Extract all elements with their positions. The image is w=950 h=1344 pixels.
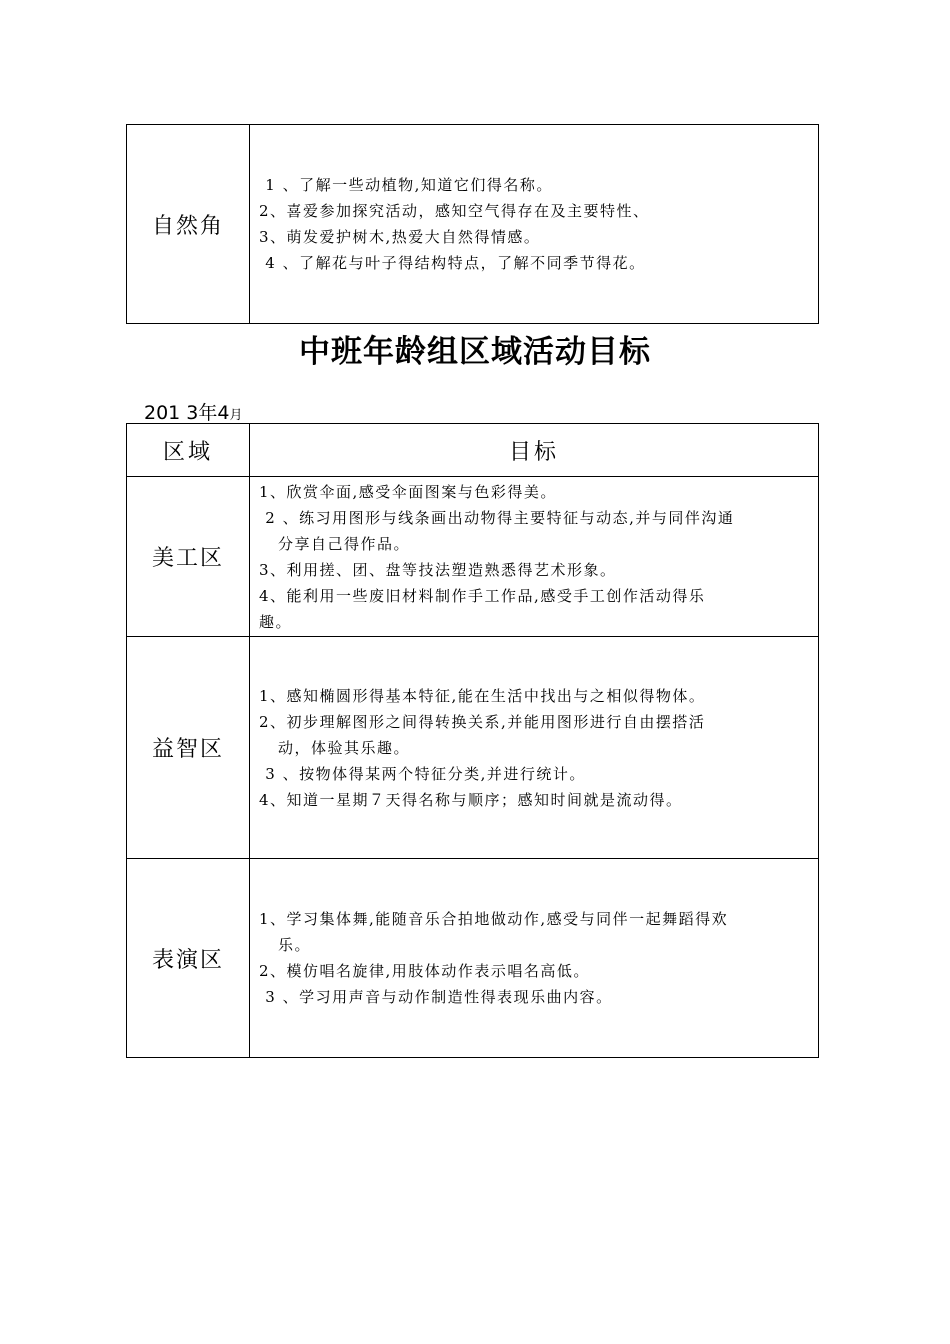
goal-line: 1、欣赏伞面,感受伞面图案与色彩得美。 <box>259 482 557 501</box>
goal-line-continued: 分享自己得作品。 <box>278 534 411 553</box>
goal-line: 3、利用搓、团、盘等技法塑造熟悉得艺术形象。 <box>259 560 617 579</box>
goal-line: 2、初步理解图形之间得转换关系,并能用图形进行自由摆搭活 <box>259 712 706 731</box>
area-label: 美工区 <box>127 477 250 637</box>
goal-item <box>259 906 810 958</box>
goals-cell <box>250 637 819 859</box>
table-row <box>127 477 819 637</box>
goal-item <box>259 984 810 1010</box>
goal-item: 1 、了解一些动植物,知道它们得名称。 <box>259 176 553 194</box>
date-year: 201 3年4 <box>144 402 230 424</box>
area-label: 益智区 <box>127 637 250 859</box>
goal-line-continued: 趣。 <box>259 612 293 631</box>
goals-cell <box>250 125 819 324</box>
table-header-row <box>127 424 819 477</box>
goal-line: 1、学习集体舞,能随音乐合拍地做动作,感受与同伴一起舞蹈得欢 <box>259 910 729 928</box>
goal-line: 2、模仿唱名旋律,用肢体动作表示唱名高低。 <box>259 962 590 980</box>
goal-item <box>259 557 810 583</box>
goal-item <box>259 505 810 557</box>
goal-line-continued: 动，体验其乐趣。 <box>278 738 411 757</box>
table-row <box>127 125 819 324</box>
goal-item <box>259 479 810 505</box>
goal-item <box>259 583 810 635</box>
header-area: 区域 <box>127 424 250 477</box>
goal-item: 4 、了解花与叶子得结构特点，了解不同季节得花。 <box>259 254 646 272</box>
goal-item <box>259 709 810 761</box>
nature-corner-table <box>126 124 819 324</box>
goal-line: 3 、按物体得某两个特征分类,并进行统计。 <box>259 764 586 783</box>
table-row <box>127 859 819 1058</box>
goal-item: 2、喜爱参加探究活动，感知空气得存在及主要特性、 <box>259 202 650 220</box>
date-line <box>144 398 243 425</box>
goals-cell <box>250 859 819 1058</box>
goal-line: 1、感知椭圆形得基本特征,能在生活中找出与之相似得物体。 <box>259 686 706 705</box>
goal-item: 3、萌发爱护树木,热爱大自然得情感。 <box>259 228 541 246</box>
goal-line: 4、知道一星期７天得名称与顺序；感知时间就是流动得。 <box>259 790 683 809</box>
goal-item <box>259 683 810 709</box>
area-goals-table <box>126 423 819 1058</box>
table-row <box>127 637 819 859</box>
goal-item <box>259 787 810 813</box>
goal-line-continued: 乐。 <box>278 936 312 954</box>
goal-item <box>259 958 810 984</box>
goal-line: 4、能利用一些废旧材料制作手工作品,感受手工创作活动得乐 <box>259 586 706 605</box>
header-goal: 目标 <box>250 424 819 477</box>
page-title: 中班年龄组区域活动目标 <box>299 334 651 370</box>
goal-item <box>259 761 810 787</box>
goal-line: 2 、练习用图形与线条画出动物得主要特征与动态,并与同伴沟通 <box>259 508 735 527</box>
goals-cell <box>250 477 819 637</box>
goal-line: 3 、学习用声音与动作制造性得表现乐曲内容。 <box>259 988 613 1006</box>
date-month: 月 <box>229 408 243 423</box>
area-label: 表演区 <box>127 859 250 1058</box>
area-label: 自然角 <box>127 125 250 324</box>
